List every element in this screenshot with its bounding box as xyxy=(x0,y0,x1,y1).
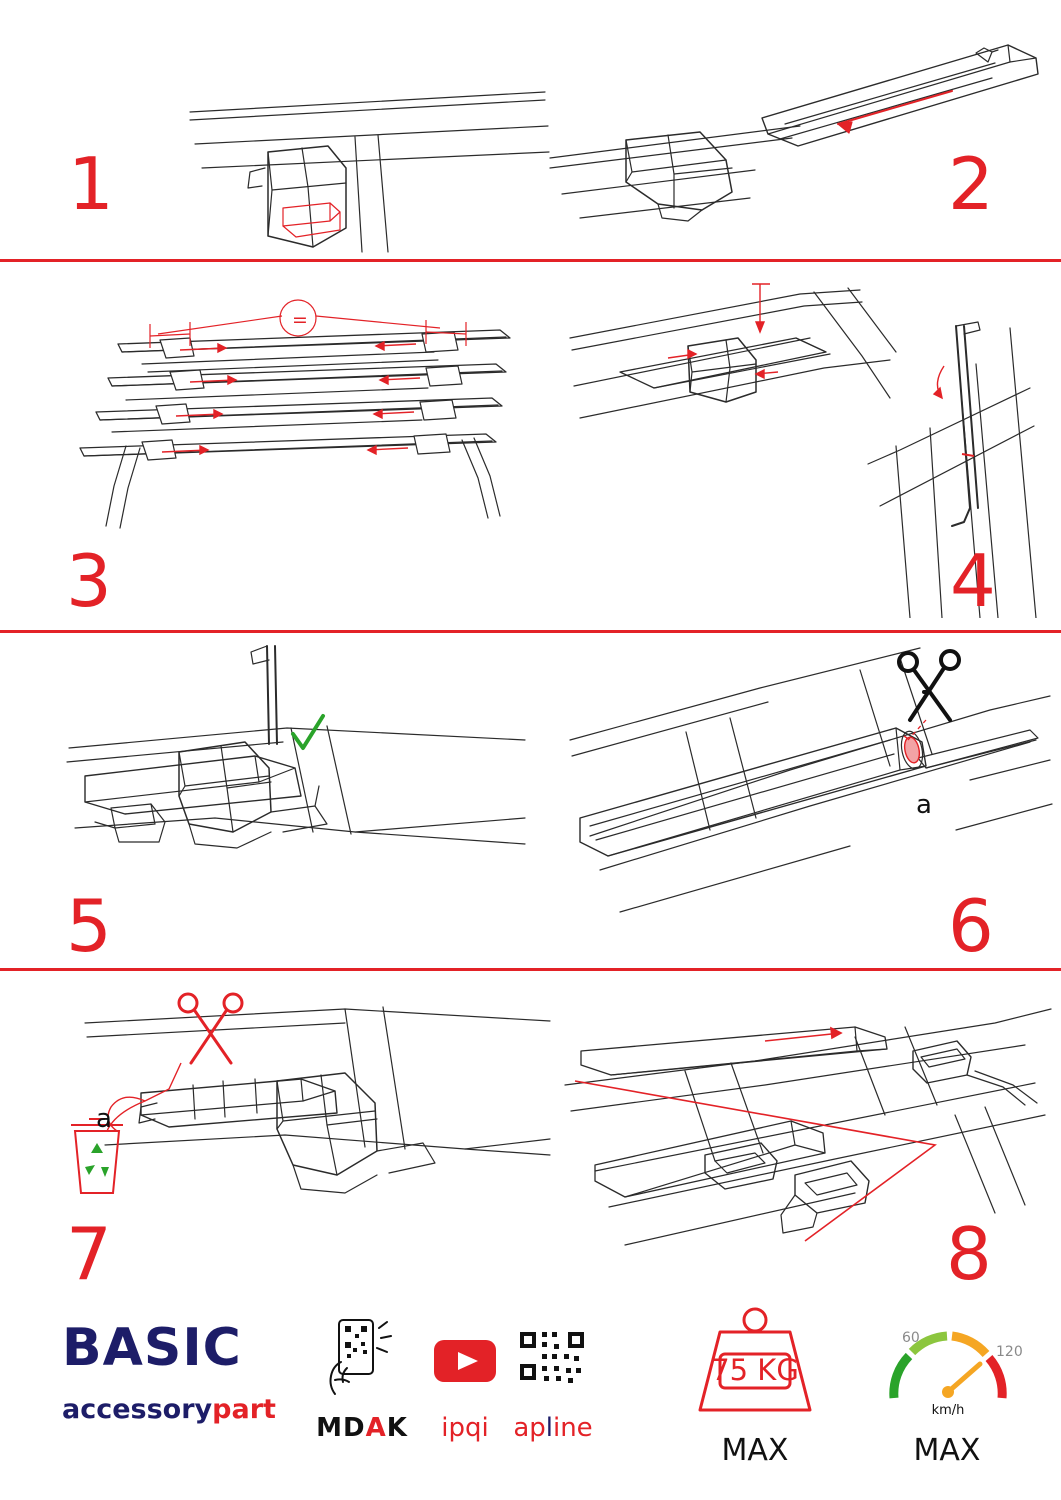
step-6-number: 6 xyxy=(948,884,994,968)
part-a-label-step6: a xyxy=(916,790,932,820)
equal-marker-label: = xyxy=(292,309,308,331)
speed-limit-block xyxy=(852,1302,1042,1468)
hand-phone-qr-icon xyxy=(317,1316,407,1396)
step-1-number: 1 xyxy=(68,142,114,226)
step-5-number: 5 xyxy=(66,884,112,968)
weight-icon xyxy=(660,1302,850,1422)
logo-ipqi-caption: ipqi xyxy=(441,1413,489,1443)
logo-apline xyxy=(478,1316,628,1441)
brand-subtitle-accessory: accessory xyxy=(62,1394,213,1425)
brand-title: BASIC xyxy=(62,1318,242,1378)
section-divider xyxy=(0,259,1061,262)
apline-right: ine xyxy=(552,1413,593,1443)
speed-tick-high: 120 xyxy=(996,1344,1023,1360)
step-8-number: 8 xyxy=(946,1212,992,1296)
scissors-icon-red xyxy=(179,994,242,1063)
recycle-symbol xyxy=(85,1143,109,1177)
step-7-number: 7 xyxy=(66,1212,112,1296)
section-divider xyxy=(0,968,1061,971)
part-a-label-step7: a xyxy=(96,1104,112,1134)
speed-unit: km/h xyxy=(931,1403,965,1418)
speed-max-caption: MAX xyxy=(913,1433,981,1468)
mdak-left: MD xyxy=(316,1413,366,1443)
apline-left: ap xyxy=(513,1413,546,1443)
check-icon xyxy=(293,716,323,748)
weight-value: 75 KG xyxy=(711,1353,799,1387)
speedometer-icon xyxy=(852,1302,1042,1422)
footer xyxy=(0,1290,1061,1500)
step-3-number: 3 xyxy=(66,539,112,623)
step-1-illustration xyxy=(150,40,550,255)
mdak-right: K xyxy=(386,1413,408,1443)
brand-subtitle-part: part xyxy=(212,1394,276,1425)
qr-code-icon xyxy=(508,1316,598,1396)
logo-apline-caption xyxy=(478,1415,628,1441)
brand-block xyxy=(62,1318,292,1425)
step-7-illustration xyxy=(45,985,555,1245)
section-divider xyxy=(0,630,1061,633)
step-2-number: 2 xyxy=(948,142,994,226)
mdak-accent: A xyxy=(365,1413,387,1443)
scissors-icon xyxy=(899,651,959,720)
apline-bar: l xyxy=(545,1413,553,1443)
speed-tick-low: 60 xyxy=(902,1330,920,1346)
weight-max-caption: MAX xyxy=(721,1433,789,1468)
step-5-illustration xyxy=(55,636,535,936)
brand-subtitle xyxy=(62,1396,292,1423)
weight-limit-block xyxy=(660,1302,850,1468)
qr-mini xyxy=(345,1326,367,1358)
step-4-number: 4 xyxy=(950,539,996,623)
